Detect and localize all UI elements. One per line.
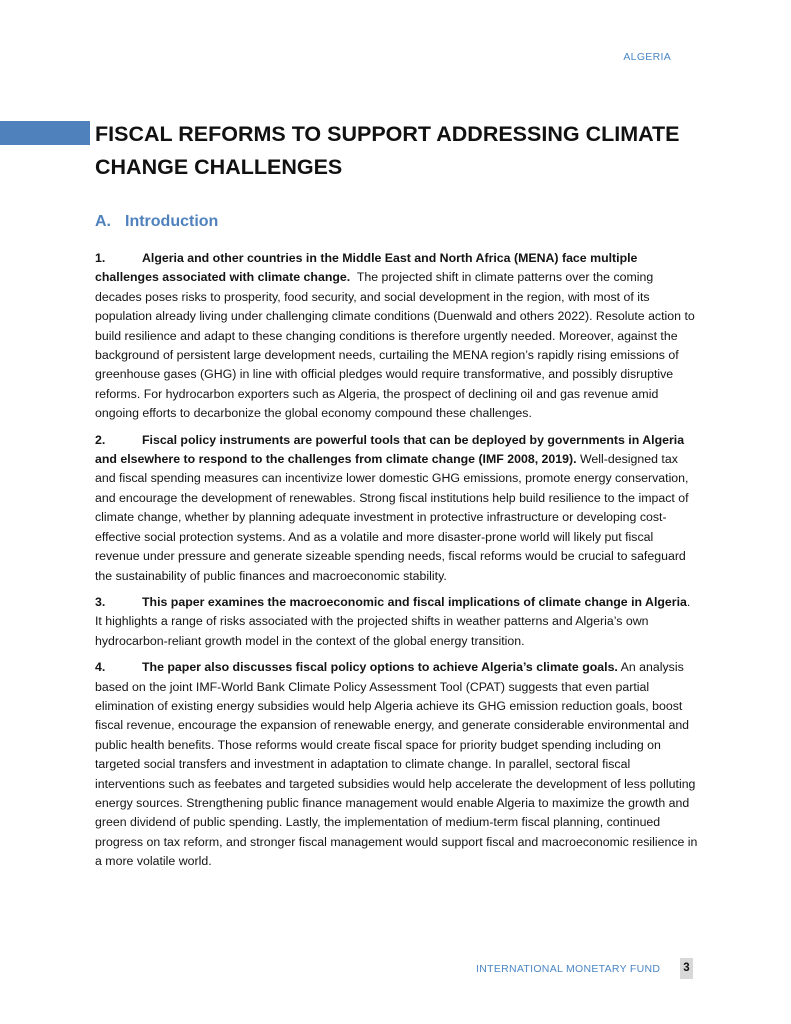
body-text [95, 249, 699, 879]
paragraph-body: The projected shift in climate patterns over the coming decades poses risks to prosperity, food security, and social development in the region, with most of its population already living under challenging climate conditions (Duenwald and others 2022). Resolute action to build resilience and adapt to these changing conditions is therefore urgently needed. Moreover, against the background of persistent large development needs, curtailing the MENA region’s rapidly rising emissions of greenhouse gases (GHG) in line with official pledges would require transformative, and possibly disruptive reforms. For hydrocarbon exporters such as Algeria, the prospect of declining oil and gas revenue amid ongoing efforts to decarbonize the global economy compound these challenges. [95, 270, 695, 421]
section-heading-text: Introduction [125, 213, 219, 230]
title-accent-bar [0, 121, 90, 145]
paragraph-1 [95, 249, 699, 424]
paragraph-4 [95, 658, 699, 871]
paragraph-lead: This paper examines the macroeconomic and fiscal implications of climate change in Algeria [142, 594, 687, 609]
paragraph-body: An analysis based on the joint IMF-World Bank Climate Policy Assessment Tool (CPAT) suggests that even partial elimination of existing energy subsidies would help Algeria achieve its GHG emission reduction goals, boost fiscal revenue, encourage the expansion of renewable energy, and generate considerable environmental and public health benefits. Those reforms would create fiscal space for priority budget spending including on targeted social transfers and investment in adaptation to climate change. In parallel, sectoral fiscal interventions such as feebates and targeted subsidies would help accelerate the development of less polluting energy sources. Strengthening public finance management would enable Algeria to maximize the growth and green dividend of public spending. Lastly, the implementation of medium-term fiscal planning, continued progress on tax reform, and stronger fiscal management would support fiscal and macroeconomic resilience in a more volatile world. [95, 660, 698, 869]
section-heading [95, 213, 218, 231]
paragraph-3 [95, 593, 699, 651]
paragraph-body: . It highlights a range of risks associated with the projected shifts in weather patterns and Algeria’s own hydrocarbon-reliant growth model in the context of the global energy transition. [95, 594, 691, 648]
paragraph-2 [95, 431, 699, 586]
paragraph-number: 3. [95, 594, 106, 609]
paragraph-body: Well-designed tax and fiscal spending measures can incentivize lower domestic GHG emissions, promote energy conservation, and encourage the development of renewables. Strong fiscal institutions help build resilience to the impact of climate change, whether by planning adequate investment in protective infrastructure or developing cost-effective social protection systems. And as a volatile and more disaster-prone world will likely put fiscal revenue under pressure and generate sizeable spending needs, fiscal reforms would be crucial to safeguard the sustainability of public finances and macroeconomic stability. [95, 452, 689, 583]
paragraph-lead: Fiscal policy instruments are powerful tools that can be deployed by governments in Algeria and elsewhere to respond to the challenges from climate change (IMF 2008, 2019). [95, 432, 685, 467]
paragraph-lead: The paper also discusses fiscal policy options to achieve Algeria’s climate goals. [142, 660, 618, 675]
running-footer: INTERNATIONAL MONETARY FUND [476, 963, 661, 975]
paragraph-number: 1. [95, 251, 106, 265]
page-number: 3 [680, 958, 693, 979]
section-letter: A. [95, 213, 111, 230]
page-title: FISCAL REFORMS TO SUPPORT ADDRESSING CLIMATE CHANGE CHALLENGES [95, 122, 680, 179]
running-header: ALGERIA [623, 51, 671, 63]
paragraph-lead: Algeria and other countries in the Middle East and North Africa (MENA) face multiple challenges associated with climate change. [95, 251, 638, 285]
paragraph-number: 4. [95, 660, 106, 675]
paragraph-number: 2. [95, 432, 106, 447]
